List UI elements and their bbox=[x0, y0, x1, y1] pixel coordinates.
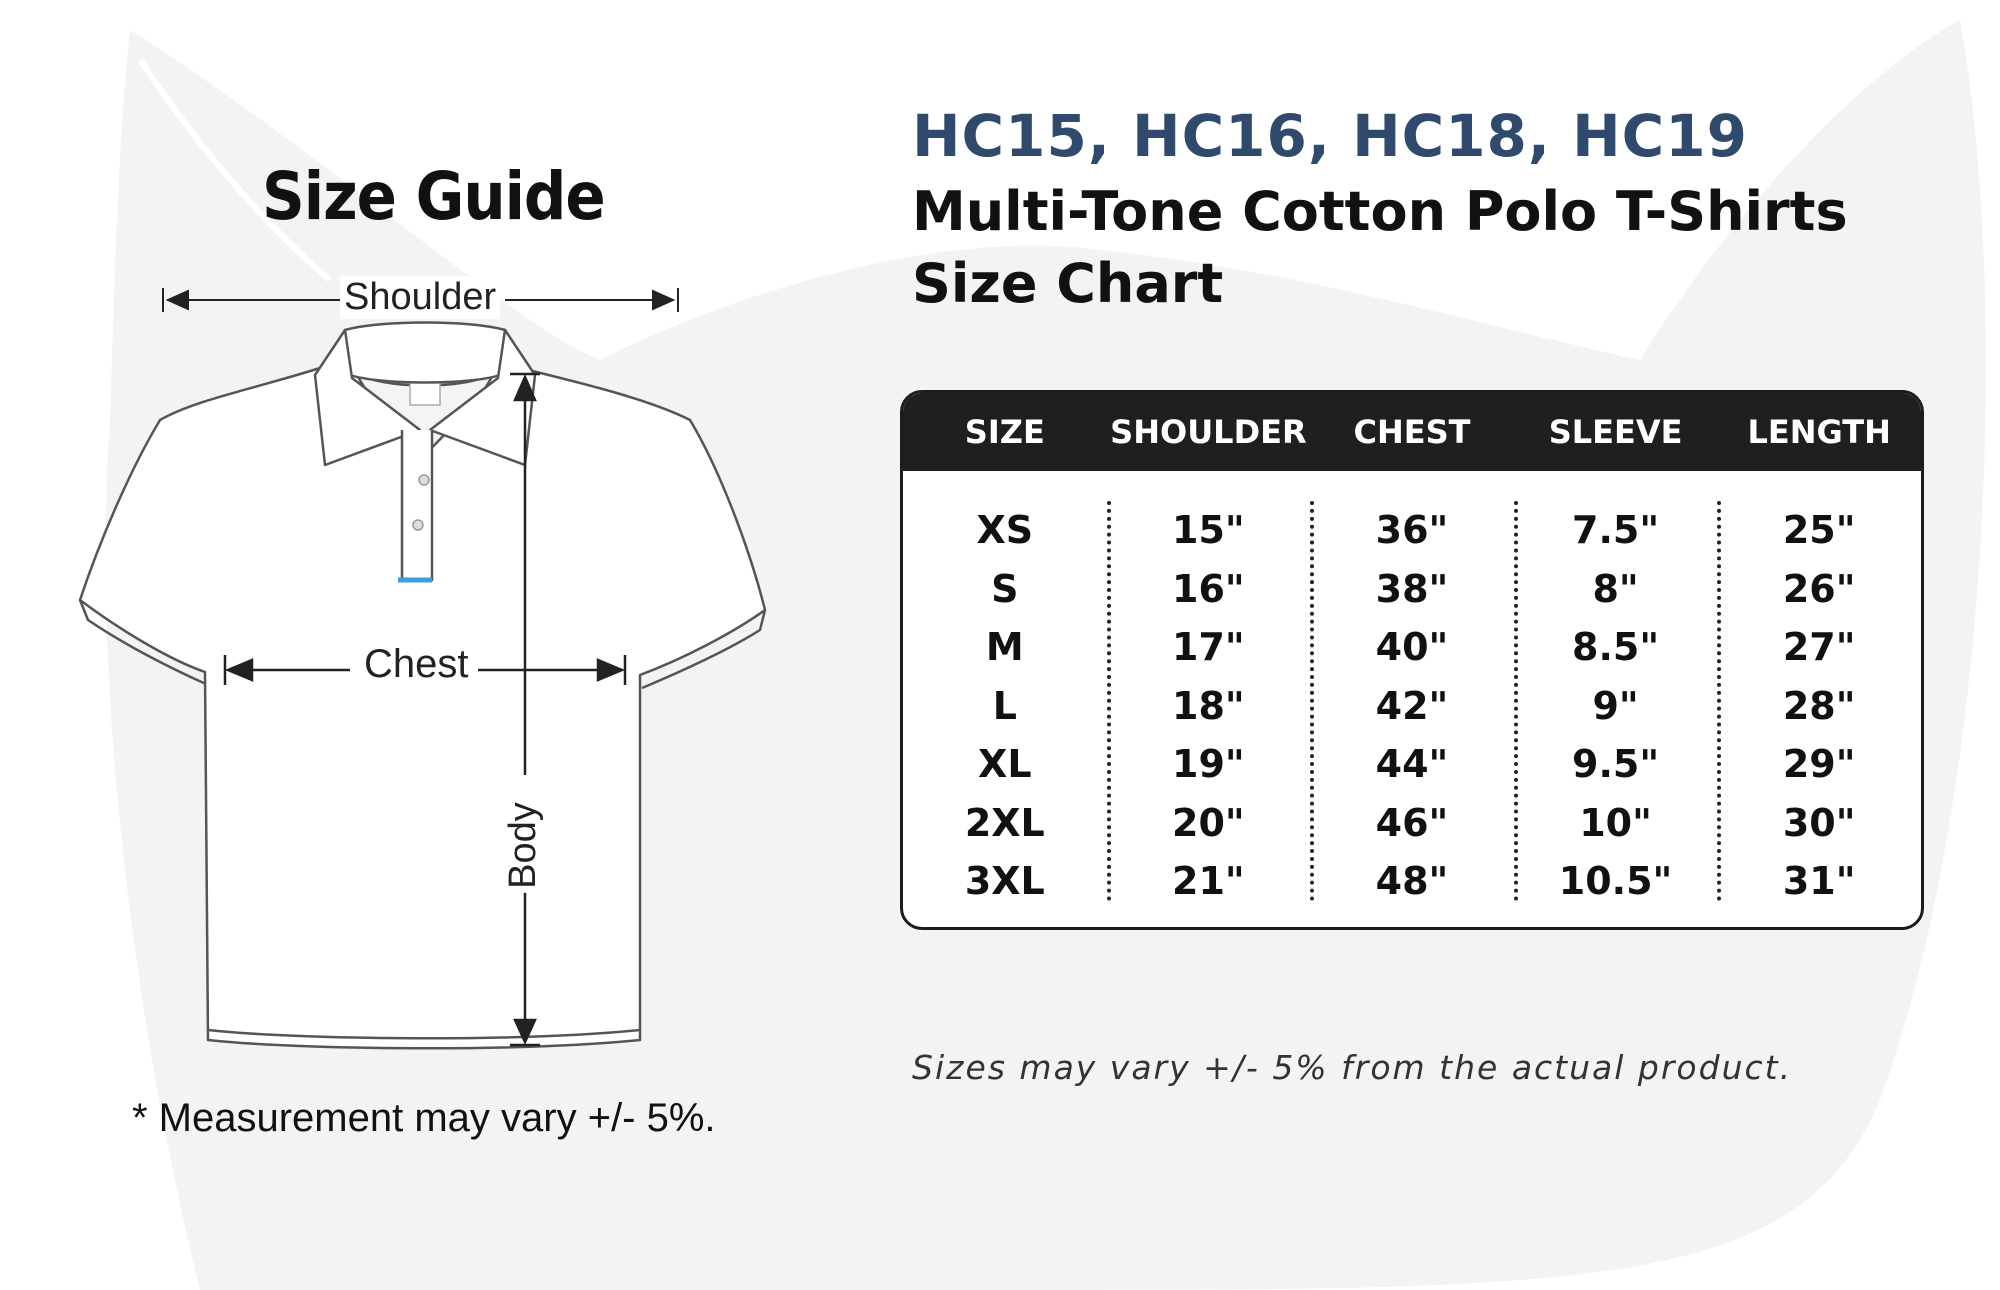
header-sleeve: SLEEVE bbox=[1548, 413, 1683, 451]
table-cell: 31" bbox=[1782, 859, 1856, 903]
table-cell: 17" bbox=[1172, 625, 1245, 669]
body-label: Body bbox=[502, 798, 545, 893]
table-cell: 40" bbox=[1375, 625, 1449, 669]
size-disclaimer: Sizes may vary +/- 5% from the actual product. bbox=[912, 1048, 1793, 1087]
table-cell: 26" bbox=[1782, 566, 1856, 611]
table-cell: 30" bbox=[1782, 800, 1856, 845]
table-cell: 20" bbox=[1172, 800, 1245, 845]
table-cell: 9.5" bbox=[1572, 742, 1660, 786]
table-cell: 7.5" bbox=[1572, 508, 1660, 552]
header-shoulder: SHOULDER bbox=[1110, 413, 1307, 451]
size-guide-title: Size Guide bbox=[262, 158, 605, 235]
table-cell: 2XL bbox=[964, 800, 1045, 845]
table-cell: 27" bbox=[1782, 625, 1856, 669]
table-cell: 15" bbox=[1172, 508, 1245, 552]
product-codes: HC15, HC16, HC18, HC19 bbox=[912, 102, 1748, 170]
table-cell: 21" bbox=[1172, 859, 1245, 903]
table-cell: 19" bbox=[1172, 742, 1245, 786]
chest-label: Chest bbox=[360, 642, 473, 687]
length-column bbox=[1717, 501, 1921, 911]
table-cell: 10.5" bbox=[1558, 859, 1673, 903]
size-chart-heading: Size Chart bbox=[912, 252, 1224, 315]
table-cell: 44" bbox=[1375, 742, 1449, 786]
table-cell: 18" bbox=[1172, 683, 1245, 728]
table-cell: 38" bbox=[1375, 566, 1449, 611]
measurement-note: * Measurement may vary +/- 5%. bbox=[132, 1096, 716, 1140]
table-cell: 48" bbox=[1375, 859, 1449, 903]
size-column bbox=[903, 501, 1107, 911]
table-cell: 8" bbox=[1592, 566, 1639, 611]
table-cell: 16" bbox=[1172, 566, 1245, 611]
table-cell: 29" bbox=[1782, 742, 1856, 786]
table-cell: M bbox=[985, 625, 1024, 669]
table-cell: 28" bbox=[1782, 683, 1856, 728]
table-cell: 25" bbox=[1782, 508, 1856, 552]
chest-column bbox=[1310, 501, 1514, 911]
table-cell: 46" bbox=[1375, 800, 1449, 845]
header-size: SIZE bbox=[964, 413, 1045, 451]
table-cell: 36" bbox=[1375, 508, 1449, 552]
size-table bbox=[900, 390, 1924, 930]
sleeve-column bbox=[1514, 501, 1718, 911]
table-cell: 10" bbox=[1579, 800, 1652, 845]
table-header-row bbox=[903, 393, 1921, 471]
table-cell: XS bbox=[976, 508, 1034, 552]
shoulder-column bbox=[1107, 501, 1311, 911]
table-cell: 3XL bbox=[964, 859, 1045, 903]
shoulder-label: Shoulder bbox=[340, 276, 500, 319]
table-cell: L bbox=[992, 683, 1017, 728]
table-cell: XL bbox=[978, 742, 1032, 786]
product-name: Multi-Tone Cotton Polo T-Shirts bbox=[912, 180, 1848, 243]
table-body bbox=[903, 471, 1921, 911]
table-cell: 9" bbox=[1592, 683, 1639, 728]
table-cell: 42" bbox=[1375, 683, 1449, 728]
header-chest: CHEST bbox=[1353, 413, 1471, 451]
table-cell: S bbox=[991, 566, 1019, 611]
header-length: LENGTH bbox=[1747, 413, 1891, 451]
table-cell: 8.5" bbox=[1572, 625, 1660, 669]
